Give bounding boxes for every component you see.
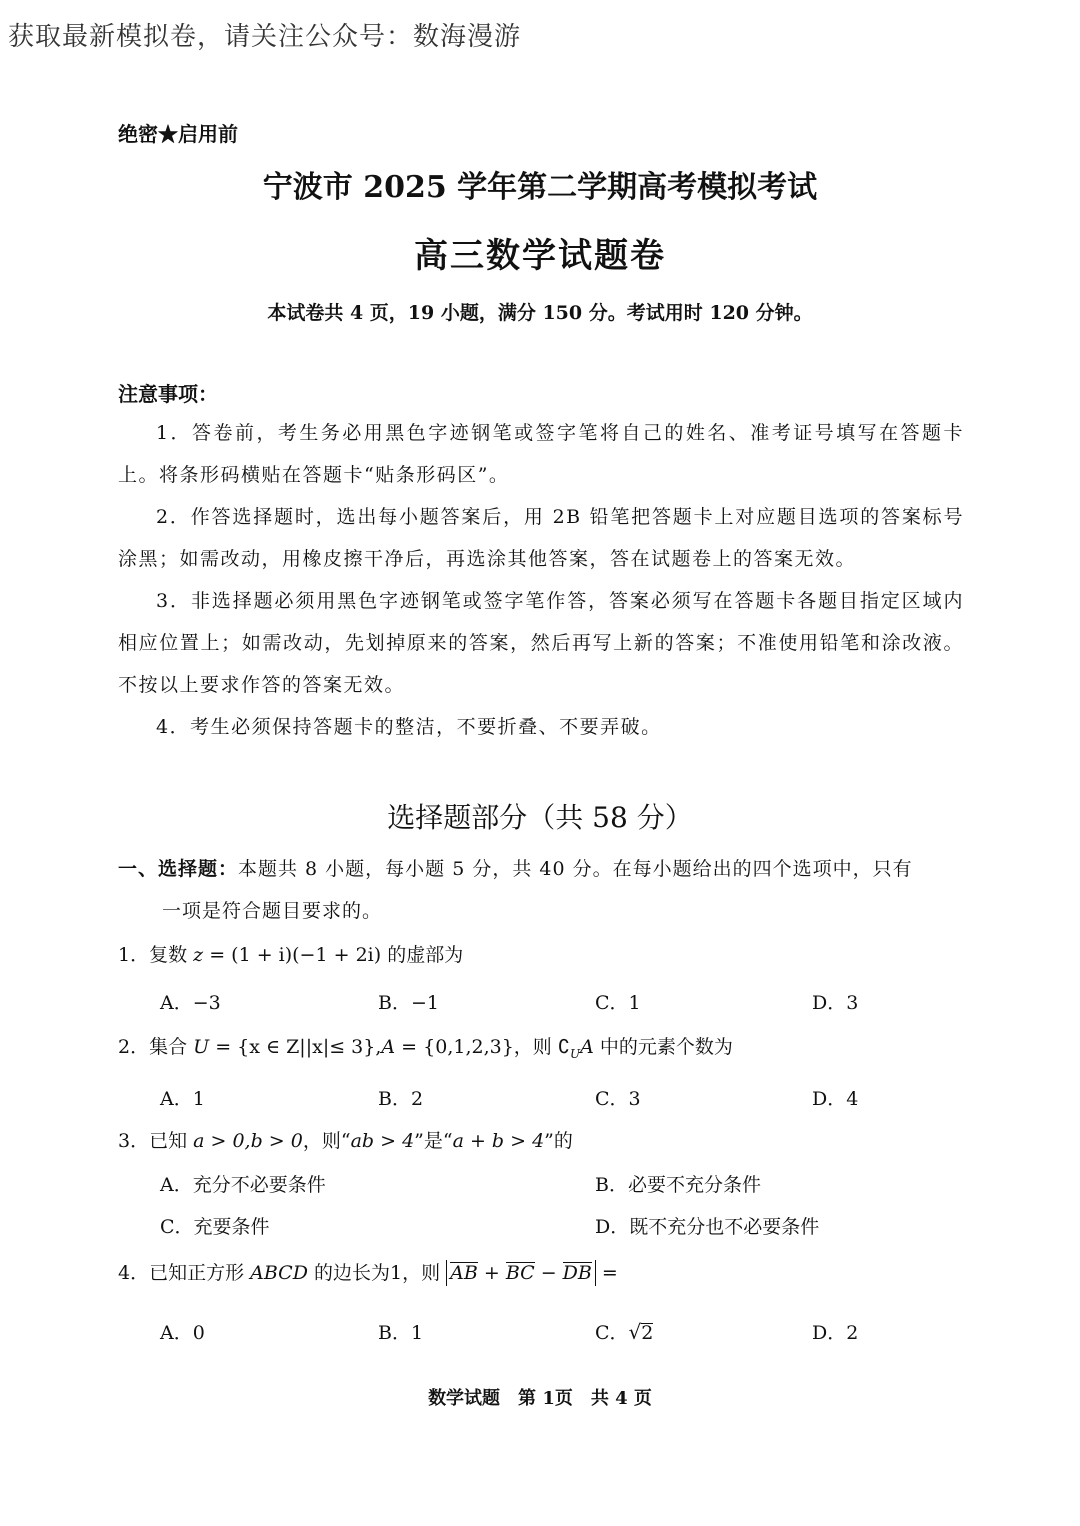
question-text: 集合 (149, 1036, 194, 1058)
question-2 (118, 1032, 733, 1061)
math-expr: = {x ∈ Z||x|≤ 3}, (209, 1036, 382, 1058)
q4-option-b: B．1 (378, 1322, 424, 1344)
sqrt-icon: √ (628, 1320, 642, 1344)
question-3 (118, 1126, 573, 1153)
math-expr: a > 0,b > 0 (193, 1130, 303, 1152)
vector-bc: BC (505, 1262, 535, 1284)
q4-option-c (595, 1318, 653, 1345)
q2-option-c: C．3 (595, 1088, 641, 1110)
section-instructions (118, 848, 964, 932)
q2-option-b: B．2 (378, 1088, 424, 1110)
question-text: 的虚部为 (387, 944, 464, 966)
math-expr: a + b > 4 (452, 1130, 545, 1152)
question-text: 已知 (149, 1130, 194, 1152)
question-text: 中的元素个数为 (593, 1036, 733, 1058)
question-4 (118, 1258, 618, 1286)
notice-heading: 注意事项： (118, 382, 218, 406)
q3-option-c: C．充要条件 (160, 1216, 270, 1238)
math-expr: ab > 4 (350, 1130, 415, 1152)
notice-item-1: 1．答卷前，考生务必用黑色字迹钢笔或签字笔将自己的姓名、准考证号填写在答题卡上。将条形码横贴在答题卡“贴条形码区”。 (118, 422, 964, 486)
math-var: z (193, 944, 204, 966)
sqrt-argument: 2 (641, 1322, 654, 1344)
instructions-label: 一、选择题： (118, 858, 239, 880)
option-label: C． (595, 1322, 629, 1344)
question-text: ”是“ (414, 1130, 453, 1152)
vector-magnitude (446, 1260, 596, 1286)
math-var: A (580, 1036, 594, 1058)
instructions-line2: 一项是符合题目要求的。 (162, 900, 383, 922)
question-text: 已知正方形 (149, 1262, 251, 1284)
math-operator: = (595, 1262, 618, 1284)
q3-option-a: A．充分不必要条件 (160, 1174, 326, 1196)
question-text: ”的 (544, 1130, 573, 1152)
question-number: 1． (118, 944, 150, 966)
q3-option-b: B．必要不充分条件 (595, 1174, 761, 1196)
question-1 (118, 940, 463, 967)
math-var: ABCD (250, 1262, 308, 1284)
q2-option-a: A．1 (160, 1088, 205, 1110)
q4-option-d: D．2 (812, 1322, 859, 1344)
exam-title: 宁波市 2025 学年第二学期高考模拟考试 (262, 170, 818, 205)
q1-option-c: C．1 (595, 992, 641, 1014)
notice-item-2: 2．作答选择题时，选出每小题答案后，用 2B 铅笔把答题卡上对应题目选项的答案标号涂黑；如需改动，用橡皮擦干净后，再选涂其他答案，答在试题卷上的答案无效。 (118, 506, 964, 570)
section-title: 选择题部分（共 58 分） (387, 801, 693, 834)
notice-item-3: 3．非选择题必须用黑色字迹钢笔或签字笔作答，答案必须写在答题卡各题目指定区域内相应位置上；如需改动，先划掉原来的答案，然后再写上新的答案；不准使用铅笔和涂改液。不按以上要求作答的答案无效。 (118, 590, 964, 696)
q2-option-d: D．4 (812, 1088, 859, 1110)
page-footer: 数学试题 第 1页 共 4 页 (428, 1388, 652, 1409)
question-number: 4． (118, 1262, 150, 1284)
notice-item-4: 4．考生必须保持答题卡的整洁，不要折叠、不要弄破。 (156, 716, 662, 738)
math-var: U (193, 1036, 210, 1058)
q1-option-a: A．−3 (160, 992, 221, 1014)
secret-mark: 绝密★启用前 (118, 122, 238, 146)
q3-option-d: D．既不充分也不必要条件 (595, 1216, 820, 1238)
question-text: ，则“ (302, 1130, 351, 1152)
vector-ab: AB (450, 1262, 478, 1284)
question-number: 3． (118, 1130, 150, 1152)
question-text: ，则 ∁ (513, 1036, 570, 1058)
vector-db: DB (562, 1262, 592, 1284)
q1-option-b: B．−1 (378, 992, 439, 1014)
question-number: 2． (118, 1036, 150, 1058)
math-expr: = (1 + i)(−1 + 2i) (203, 944, 388, 966)
math-expr: = {0,1,2,3} (395, 1036, 514, 1058)
math-operator: + (477, 1262, 506, 1284)
q4-option-a: A．0 (160, 1322, 205, 1344)
math-var: A (381, 1036, 396, 1058)
exam-info: 本试卷共 4 页，19 小题，满分 150 分。考试用时 120 分钟。 (267, 302, 813, 324)
math-subscript: U (569, 1046, 581, 1061)
q1-option-d: D．3 (812, 992, 859, 1014)
watermark-banner: 获取最新模拟卷，请关注公众号：数海漫游 (8, 22, 522, 52)
instructions-line1: 本题共 8 小题，每小题 5 分，共 40 分。在每小题给出的四个选项中，只有 (238, 858, 913, 880)
exam-subject-title: 高三数学试题卷 (414, 236, 666, 276)
question-text: 复数 (149, 944, 194, 966)
math-operator: − (534, 1262, 563, 1284)
question-text: 的边长为1，则 (307, 1262, 447, 1284)
